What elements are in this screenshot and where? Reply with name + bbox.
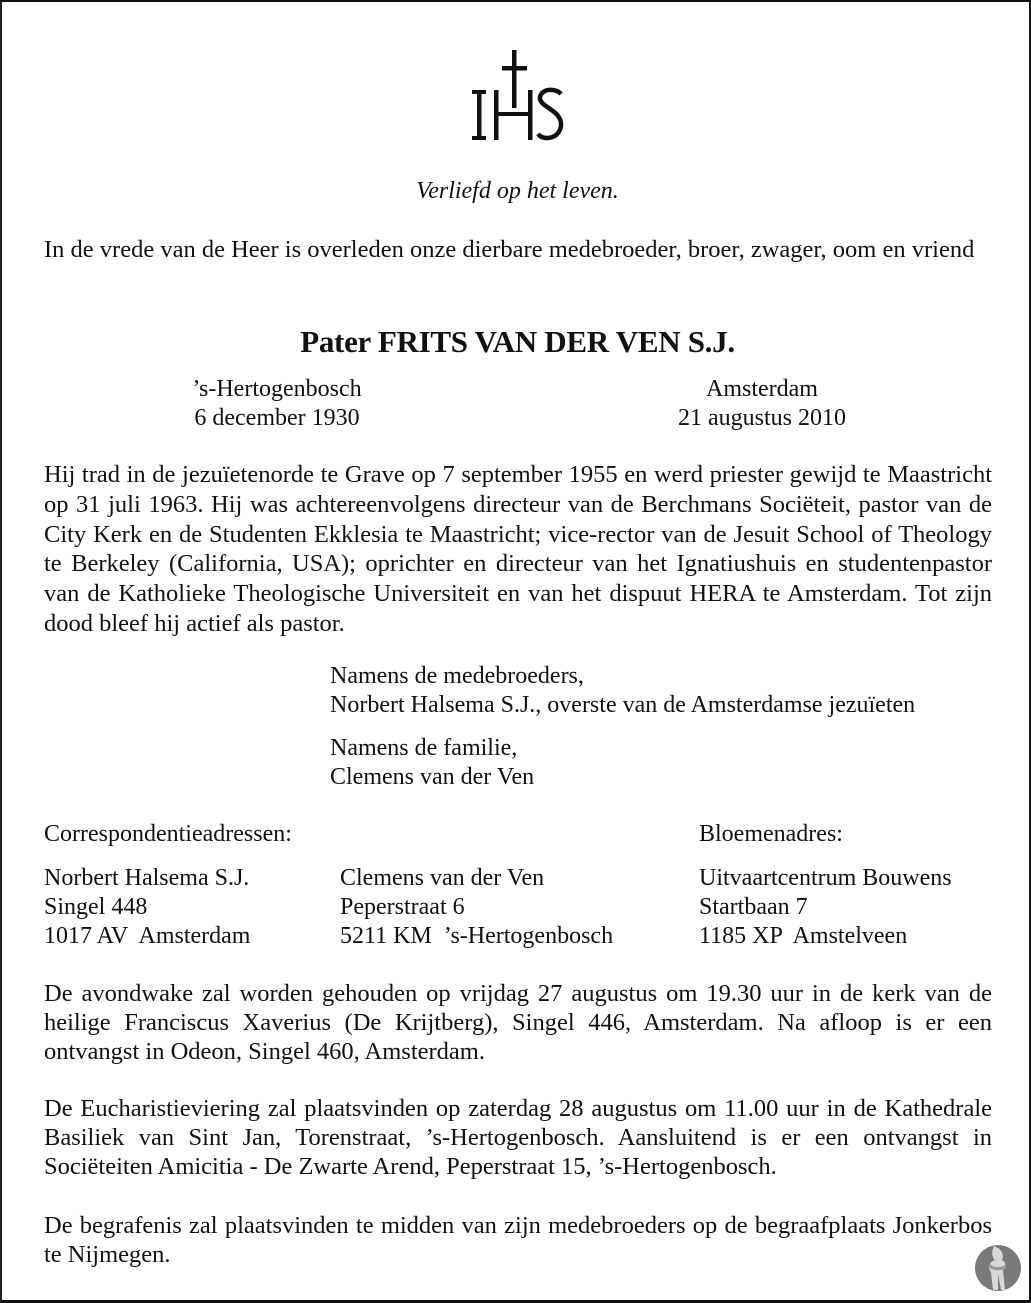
correspondence-label: Correspondentieadressen: (44, 821, 292, 847)
flowers-label: Bloemenadres: (699, 821, 843, 847)
address-name: Norbert Halsema S.J. (44, 865, 250, 891)
flowers-address-block (699, 864, 952, 951)
deceased-name: Pater FRITS VAN DER VEN S.J. (300, 324, 735, 359)
intro-text: In de vrede van de Heer is overleden onze dierbare medebroeder, broer, zwager, oom en vriend (44, 236, 975, 263)
birth-date: 6 december 1930 (194, 405, 360, 431)
signatory-brothers (330, 662, 915, 720)
address-street: Startbaan 7 (699, 894, 808, 920)
ihs-cross-monogram-icon (472, 50, 564, 142)
death-place: Amsterdam (706, 376, 818, 402)
birth-info (152, 375, 402, 433)
eucharist-paragraph: De Eucharistieviering zal plaatsvinden op zaterdag 28 augustus om 11.00 uur in de Kathedrale Basiliek van Sint Jan, Torenstraat, ’s-Hertogenbosch. Aansluitend is er een ontvangst in Sociëteiten Amicitia - De Zwarte Arend, Peperstraat 15, ’s-Hertogenbosch. (44, 1095, 992, 1180)
signatory-line: Namens de medebroeders, (330, 663, 584, 689)
embracing-figures-logo-icon (974, 1244, 1022, 1292)
address-name: Clemens van der Ven (340, 865, 545, 891)
address-name: Uitvaartcentrum Bouwens (699, 865, 952, 891)
motto: Verliefd op het leven. (416, 178, 619, 204)
signatory-family (330, 734, 534, 792)
signatory-line: Clemens van der Ven (330, 764, 535, 790)
death-date: 21 augustus 2010 (678, 405, 846, 431)
address-block (340, 864, 613, 951)
birth-place: ’s-Hertogenbosch (192, 376, 362, 402)
address-city: 5211 KM ’s-Hertogenbosch (340, 923, 614, 949)
burial-paragraph: De begrafenis zal plaatsvinden te midden van zijn medebroeders op de begraafplaats Jonkerbos te Nijmegen. (44, 1212, 992, 1268)
address-block (44, 864, 250, 951)
signatory-line: Norbert Halsema S.J., overste van de Amsterdamse jezuïeten (330, 692, 916, 718)
address-street: Singel 448 (44, 894, 148, 920)
signatory-line: Namens de familie, (330, 735, 518, 761)
address-city: 1017 AV Amsterdam (44, 923, 251, 949)
address-city: 1185 XP Amstelveen (699, 923, 908, 949)
death-info (632, 375, 892, 433)
address-street: Peperstraat 6 (340, 894, 465, 920)
wake-paragraph: De avondwake zal worden gehouden op vrijdag 27 augustus om 19.30 uur in de kerk van de heilige Franciscus Xaverius (De Krijtberg), Singel 446, Amsterdam. Na afloop is er een ontvangst in Odeon, Singel 460, Amsterdam. (44, 980, 992, 1065)
biography: Hij trad in de jezuïetenorde te Grave op 7 september 1955 en werd priester gewijd te Maastricht op 31 juli 1963. Hij was achtereenvolgens directeur van de Berchmans Sociëteit, pastor van de City Kerk en de Studenten Ekklesia te Maastricht; vice-rector van de Jesuit School of Theology te Berkeley (California, USA); oprichter en directeur van het Ignatiushuis en studentenpastor van de Katholieke Theologische Universiteit en van het dispuut HERA te Amsterdam. Tot zijn dood bleef hij actief als pastor. (44, 461, 992, 637)
